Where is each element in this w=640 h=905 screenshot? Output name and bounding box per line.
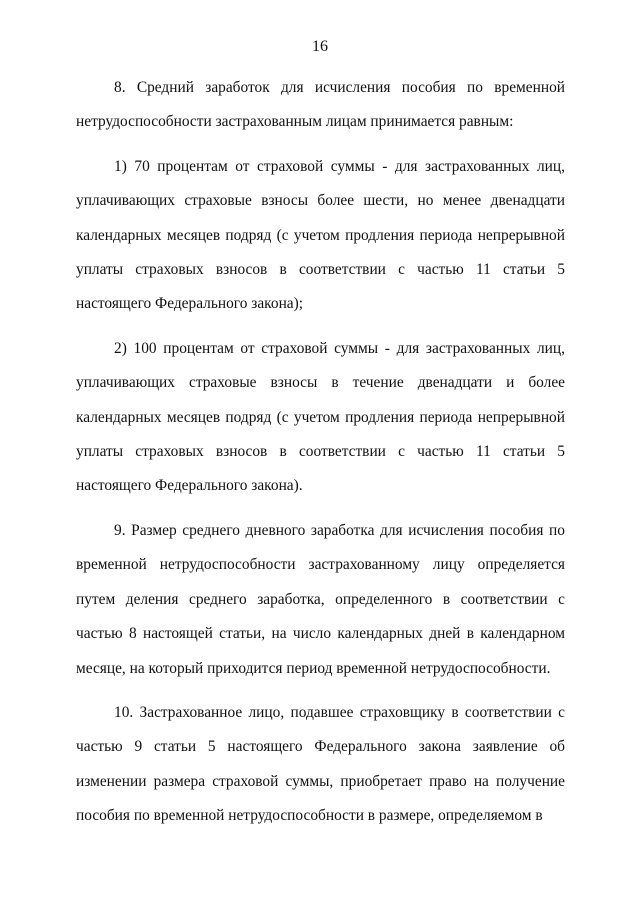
page-number: 16 (312, 38, 328, 55)
paragraph-9: 9. Размер среднего дневного заработка для исчисления пособия по временной нетрудоспособности застрахованному лицу определяется путем деления среднего заработка, определенного в соответствии с частью 8 настоящей статьи, на число календарных дней в календарном месяце, на который приходится период временной нетрудоспособности. (76, 521, 565, 677)
paragraph-8: 8. Средний заработок для исчисления пособия по временной нетрудоспособности застрахованным лицам принимается равным: (76, 79, 565, 131)
paragraph-10: 10. Застрахованное лицо, подавшее страховщику в соответствии с частью 9 статьи 5 настоящего Федерального закона заявление об изменении размера страховой суммы, приобретает право на получение пособия по временной нетрудоспособности в размере, определяемом в (76, 703, 565, 825)
document-body (76, 71, 565, 844)
paragraph-8-item-2: 2) 100 процентам от страховой суммы - для застрахованных лиц, уплачивающих страховые взносы в течение двенадцати и более календарных месяцев подряд (с учетом продления периода непрерывной уплаты страховых взносов в соответствии с частью 11 статьи 5 настоящего Федерального закона). (76, 339, 565, 495)
paragraph-8-item-1: 1) 70 процентам от страховой суммы - для застрахованных лиц, уплачивающих страховые взносы более шести, но менее двенадцати календарных месяцев подряд (с учетом продления периода непрерывной уплаты страховых взносов в соответствии с частью 11 статьи 5 настоящего Федерального закона); (76, 157, 565, 313)
